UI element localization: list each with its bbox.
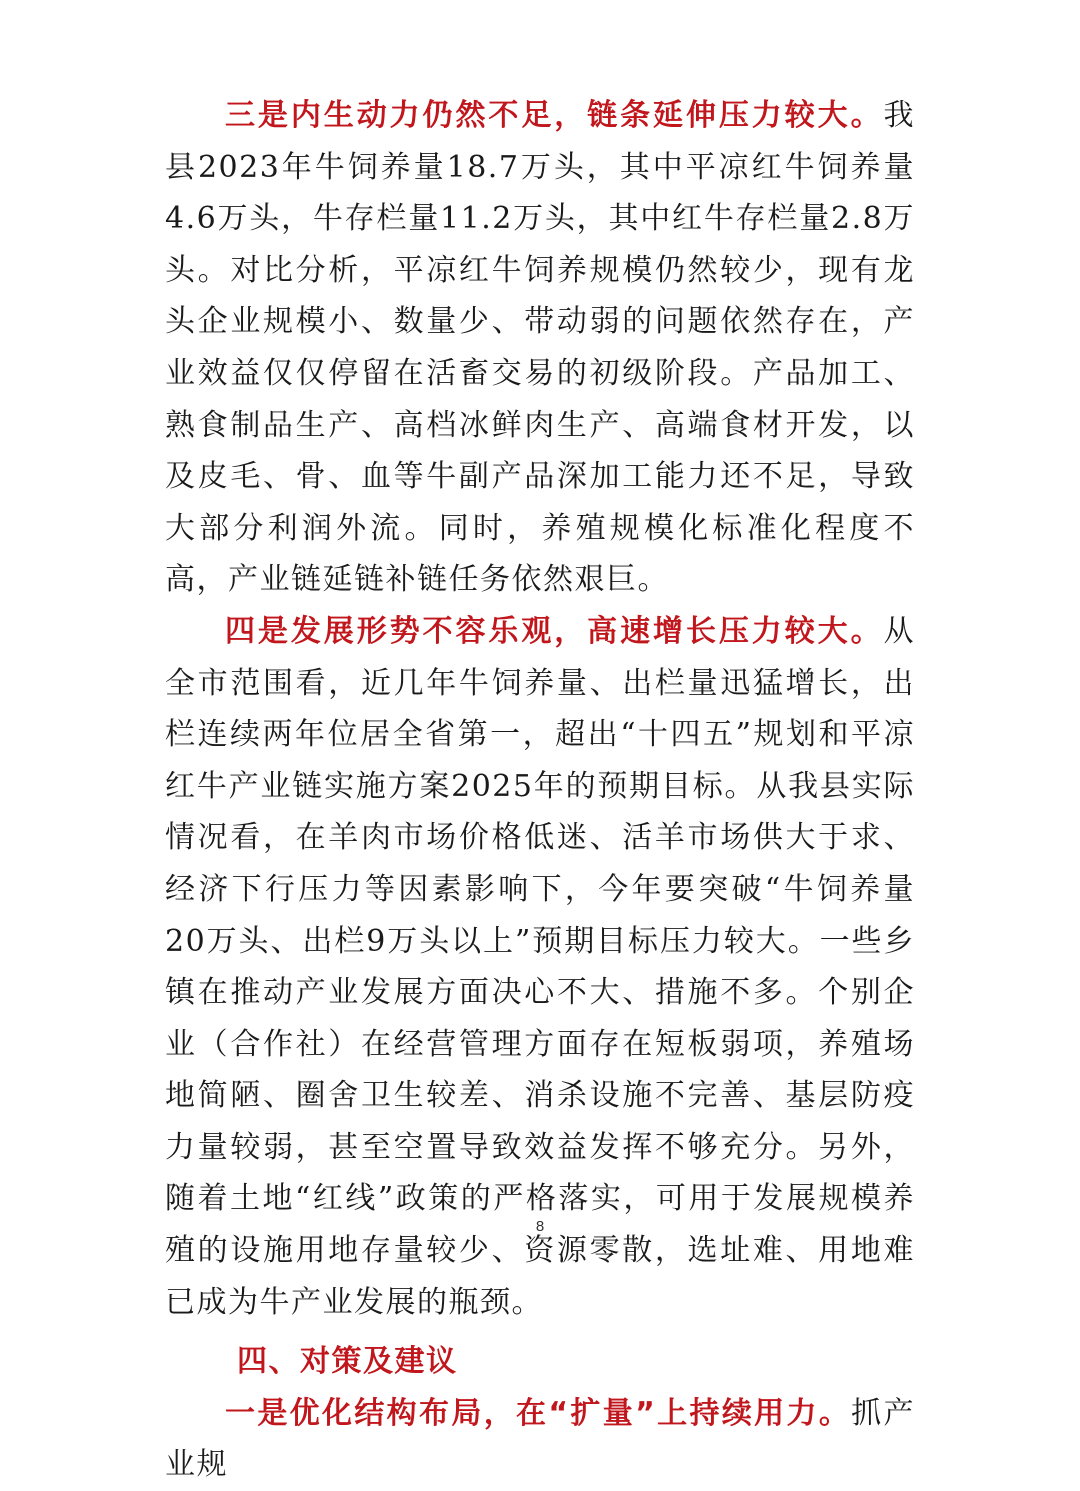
document-body [165,90,915,1491]
paragraph-lead-internal-momentum: 三是内生动力仍然不足，链条延伸压力较大。 [225,98,884,133]
paragraph-body-development-situation: 从全市范围看，近几年牛饲养量、出栏量迅猛增长，出栏连续两年位居全省第一，超出“十四五”规划和平凉红牛产业链实施方案2025年的预期目标。从我县实际情况看，在羊肉市场价格低迷、活羊市场供大于求、经济下行压力等因素影响下，今年要突破“牛饲养量20万头、出栏9万头以上”预期目标压力较大。一些乡镇在推动产业发展方面决心不大、措施不多。个别企业（合作社）在经营管理方面存在短板弱项，养殖场地简陋、圈舍卫生较差、消杀设施不完善、基层防疫力量较弱，甚至空置导致效益发挥不够充分。另外，随着土地“红线”政策的严格落实，可用于发展规模养殖的设施用地存量较少、资源零散，选址难、用地难已成为牛产业发展的瓶颈。 [165,613,915,1320]
paragraph-internal-momentum [165,90,915,606]
paragraph-body-optimize-structure: 抓产业规 [165,1395,916,1483]
page-number: 8 [535,1218,545,1235]
section-heading-countermeasures: 四、对策及建议 [237,1344,458,1380]
paragraph-lead-development-situation: 四是发展形势不容乐观，高速增长压力较大。 [225,613,884,649]
paragraph-optimize-structure [165,1388,915,1491]
paragraph-body-internal-momentum: 我县2023年牛饲养量18.7万头，其中平凉红牛饲养量4.6万头，牛存栏量11.2万头，其中红牛存栏量2.8万头。对比分析，平凉红牛饲养规模仍然较少，现有龙头企业规模小、数量少、带动弱的问题依然存在，产业效益仅仅停留在活畜交易的初级阶段。产品加工、熟食制品生产、高档冰鲜肉生产、高端食材开发，以及皮毛、骨、血等牛副产品深加工能力还不足，导致大部分利润外流。同时，养殖规模化标准化程度不高，产业链延链补链任务依然艰巨。 [165,98,915,598]
paragraph-lead-optimize-structure: 一是优化结构布局，在“扩量”上持续用力。 [225,1395,852,1431]
